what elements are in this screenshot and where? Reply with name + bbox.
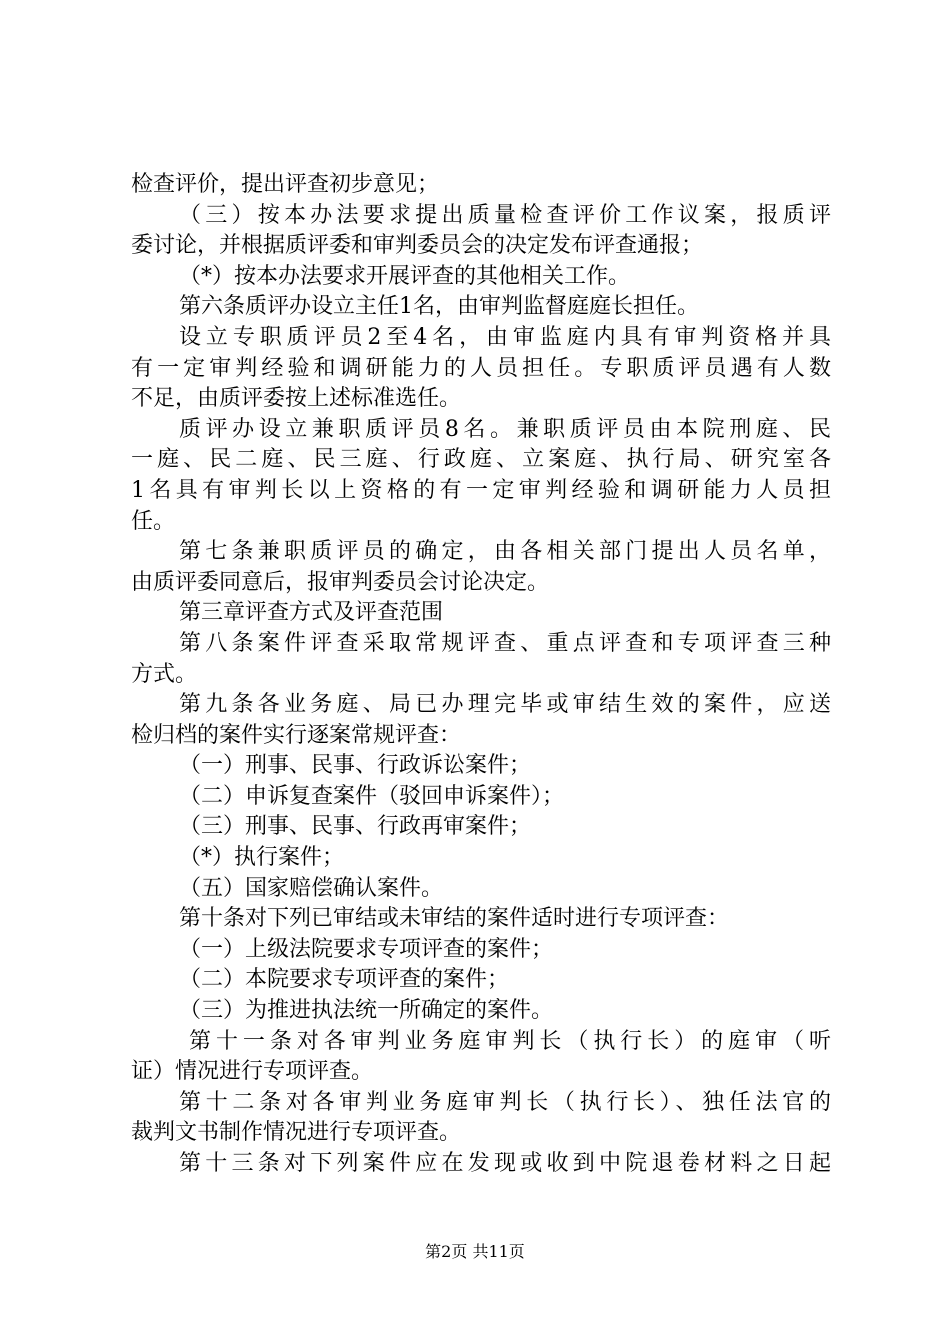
- text-line: 委讨论，并根据质评委和审判委员会的决定发布评查通报；: [131, 233, 704, 259]
- text-line: 第三章评查方式及评查范围: [179, 600, 444, 626]
- text-line: （*）执行案件；: [179, 845, 345, 871]
- text-line: 质评办设立兼职质评员8名。兼职质评员由本院刑庭、民: [179, 416, 831, 442]
- text-line: （二）申诉复查案件（驳回申诉案件）；: [179, 783, 565, 809]
- text-line: 第八条案件评查采取常规评查、重点评查和专项评查三种: [179, 630, 831, 656]
- text-line: （一）刑事、民事、行政诉讼案件；: [179, 753, 532, 779]
- text-line: 第十条对下列已审结或未审结的案件适时进行专项评查：: [179, 906, 730, 932]
- text-line: 第七条兼职质评员的确定，由各相关部门提出人员名单，: [179, 539, 831, 565]
- text-line: 任。: [131, 508, 176, 534]
- text-line: 第十二条对各审判业务庭审判长（执行长）、独任法官的: [179, 1089, 831, 1115]
- text-line: （一）上级法院要求专项评查的案件；: [179, 936, 554, 962]
- text-line: 有一定审判经验和调研能力的人员担任。专职质评员遇有人数: [131, 355, 831, 381]
- text-line: 一庭、民二庭、民三庭、行政庭、立案庭、执行局、研究室各: [131, 447, 831, 473]
- page-footer: 第2页 共11页: [425, 1242, 525, 1261]
- text-line: 由质评委同意后，报审判委员会讨论决定。: [131, 569, 550, 595]
- text-line: （三）为推进执法统一所确定的案件。: [179, 998, 554, 1024]
- text-line: 第九条各业务庭、局已办理完毕或审结生效的案件，应送: [179, 692, 831, 718]
- text-line: （三）刑事、民事、行政再审案件；: [179, 814, 532, 840]
- text-line: 设立专职质评员2至4名，由审监庭内具有审判资格并具: [179, 324, 831, 350]
- text-line: 裁判文书制作情况进行专项评查。: [131, 1120, 462, 1146]
- text-line: （*）按本办法要求开展评查的其他相关工作。: [179, 263, 631, 289]
- text-line: （二）本院要求专项评查的案件；: [179, 967, 510, 993]
- text-line: 证）情况进行专项评查。: [131, 1059, 374, 1085]
- text-line: 第六条质评办设立主任1名，由审判监督庭庭长担任。: [179, 294, 699, 320]
- text-line: （三）按本办法要求提出质量检查评价工作议案，报质评: [179, 202, 831, 228]
- document-body: [131, 170, 831, 1180]
- text-line: 检归档的案件实行逐案常规评查：: [131, 722, 462, 748]
- text-line: 第十一条对各审判业务庭审判长（执行长）的庭审（听: [189, 1028, 831, 1054]
- text-line: 不足，由质评委按上述标准选任。: [131, 386, 462, 412]
- text-line: （五）国家赔偿确认案件。: [179, 875, 444, 901]
- text-line: 方式。: [131, 661, 198, 687]
- text-line: 第十三条对下列案件应在发现或收到中院退卷材料之日起: [179, 1151, 831, 1176]
- text-line: 检查评价，提出评查初步意见；: [131, 172, 440, 197]
- text-line: 1名具有审判长以上资格的有一定审判经验和调研能力人员担: [131, 477, 831, 503]
